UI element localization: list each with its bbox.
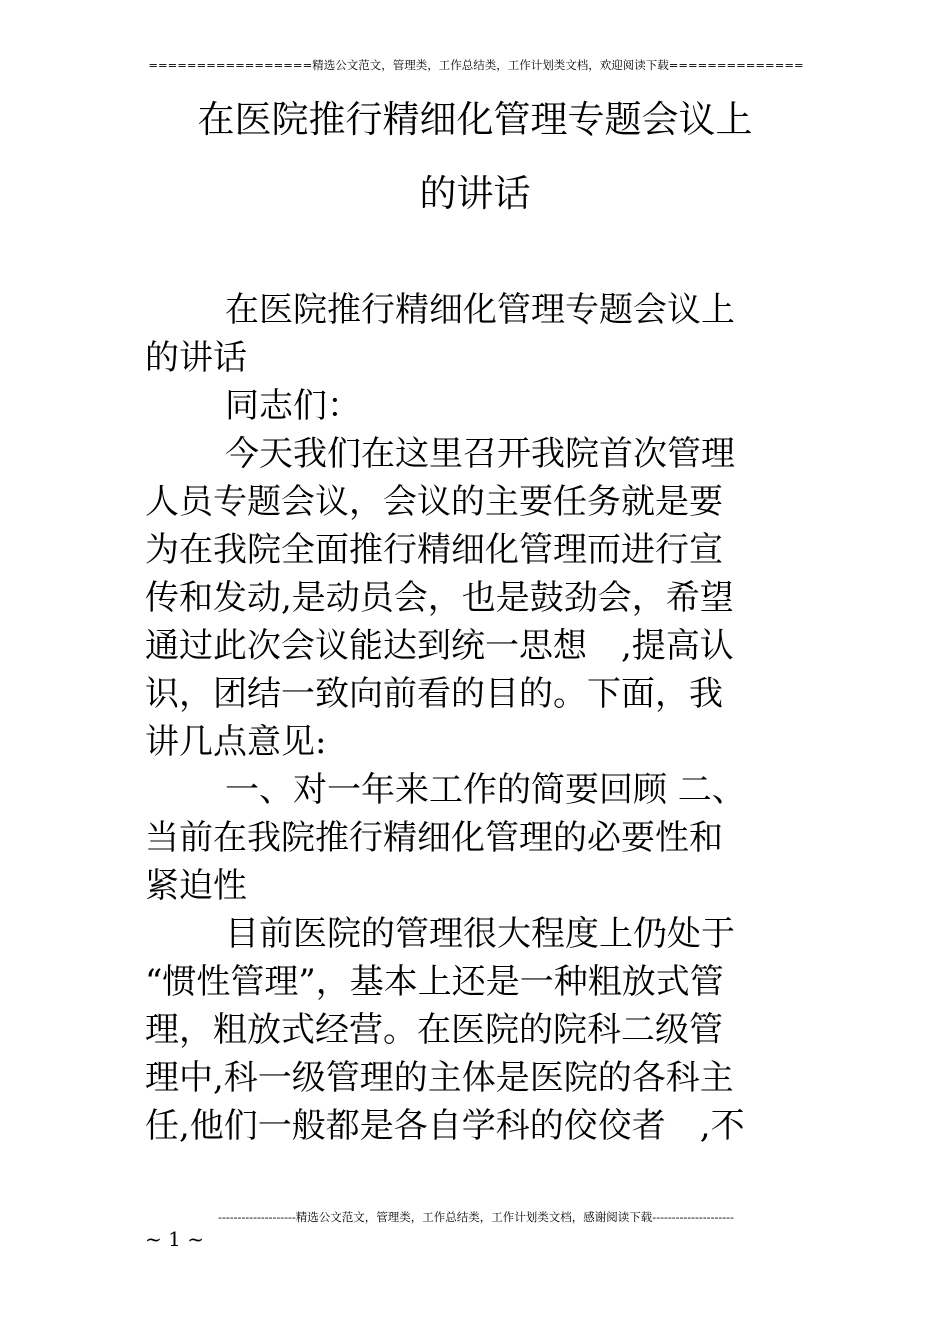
page-footer: --------------------精选公文范文，管理类，工作总结类，工作计划类文档，感谢阅读下载--------------------- — [218, 1210, 734, 1224]
body-line: 识，团结一致向前看的目的。下面，我 — [145, 674, 723, 714]
body-line: 传和发动,是动员会，也是鼓劲会，希望 — [145, 578, 734, 618]
body-line: 人员专题会议，会议的主要任务就是要 — [145, 482, 723, 522]
page-number: ~ 1 ~ — [145, 1227, 204, 1251]
body-line: 讲几点意见: — [145, 722, 327, 762]
body-line: 一、对一年来工作的简要回顾 二、 — [225, 770, 746, 810]
document-body — [145, 286, 805, 1150]
body-line: 紧迫性 — [145, 866, 247, 906]
body-line: 理，粗放式经营。在医院的院科二级管 — [145, 1010, 723, 1050]
page-header: =================精选公文范文，管理类，工作总结类，工作计划类文档，欢迎阅读下载============== — [148, 58, 804, 72]
body-line: 的讲话 — [145, 338, 247, 378]
body-line: 目前医院的管理很大程度上仍处于 — [225, 914, 735, 954]
document-title-line-2: 的讲话 — [419, 172, 531, 215]
body-line: 为在我院全面推行精细化管理而进行宣 — [145, 530, 723, 570]
body-line: 同志们： — [225, 386, 361, 426]
body-line: “惯性管理”，基本上还是一种粗放式管 — [145, 962, 724, 1002]
body-line: 今天我们在这里召开我院首次管理 — [225, 434, 735, 474]
body-line: 当前在我院推行精细化管理的必要性和 — [145, 818, 723, 858]
document-title-line-1: 在医院推行精细化管理专题会议上 — [197, 98, 753, 141]
body-line: 任,他们一般都是各自学科的佼佼者 ,不 — [145, 1106, 745, 1146]
body-line: 在医院推行精细化管理专题会议上 — [225, 290, 735, 330]
body-line: 理中,科一级管理的主体是医院的各科主 — [145, 1058, 734, 1098]
body-line: 通过此次会议能达到统一思想 ,提高认 — [145, 626, 734, 666]
